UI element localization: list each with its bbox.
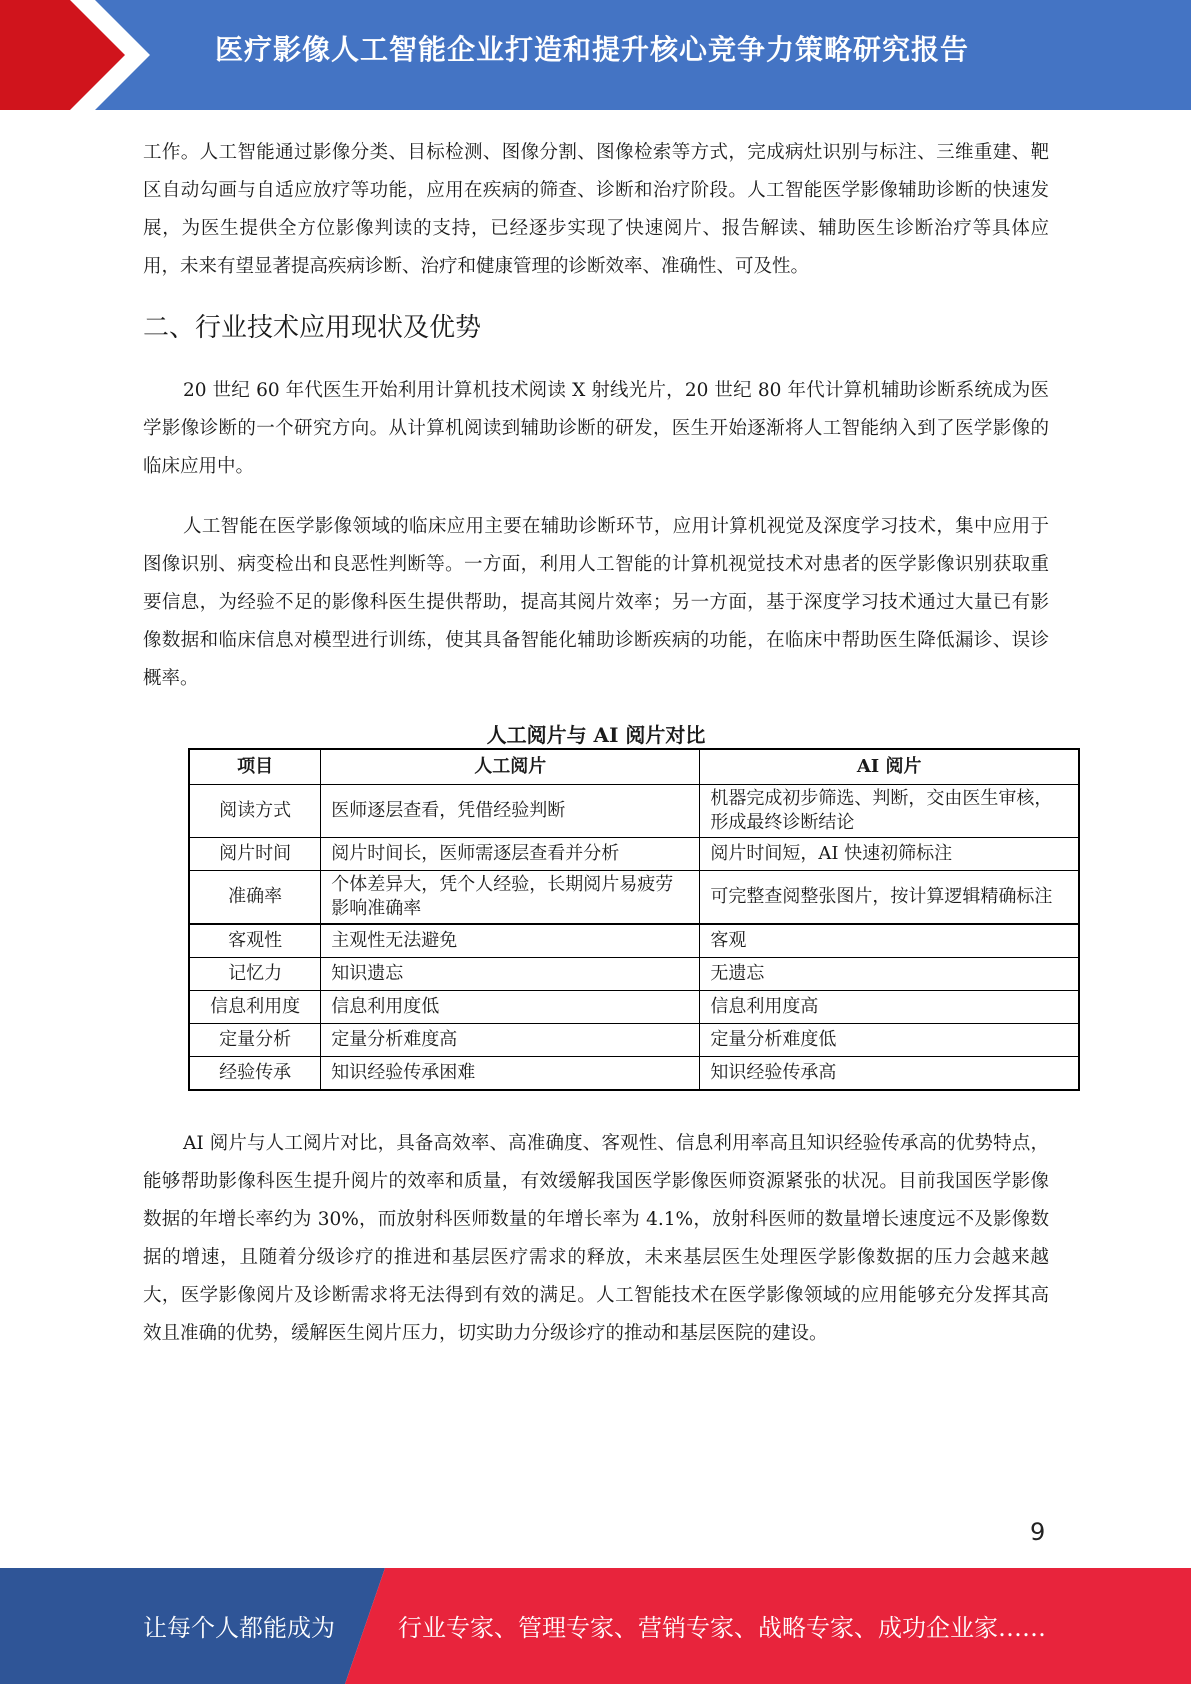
footer-slogan-right: 行业专家、管理专家、营销专家、战略专家、成功企业家…… <box>398 1614 1046 1642</box>
table-cell-ai: 阅片时间短，AI 快速初筛标注 <box>700 838 1079 871</box>
footer-slogan-left: 让每个人都能成为 <box>143 1614 335 1642</box>
table-cell-ai: 信息利用度高 <box>700 991 1079 1024</box>
table-caption: 人工阅片与 AI 阅片对比 <box>486 723 706 747</box>
table-cell-manual: 阅片时间长，医师需逐层查看并分析 <box>321 838 700 871</box>
page-number: 9 <box>1030 1518 1046 1546</box>
table-cell-item: 准确率 <box>189 871 321 925</box>
table-row <box>189 838 1079 871</box>
document-title: 医疗影像人工智能企业打造和提升核心竞争力策略研究报告 <box>215 33 970 66</box>
paragraph-history: 20 世纪 60 年代医生开始利用计算机技术阅读 X 射线光片，20 世纪 80 年代计算机辅助诊断系统成为医学影像诊断的一个研究方向。从计算机阅读到辅助诊断的研发，医生开始逐渐将人工智能纳入到了医学影像的临床应用中。 <box>143 380 1049 477</box>
table-cell-manual: 知识遗忘 <box>321 958 700 991</box>
table-cell-item: 经验传承 <box>189 1057 321 1091</box>
table-cell-ai: 机器完成初步筛选、判断，交由医生审核，形成最终诊断结论 <box>700 785 1079 838</box>
table-cell-ai: 可完整查阅整张图片，按计算逻辑精确标注 <box>700 871 1079 925</box>
paragraph-ai-advantages: AI 阅片与人工阅片对比，具备高效率、高准确度、客观性、信息利用率高且知识经验传承高的优势特点，能够帮助影像科医生提升阅片的效率和质量，有效缓解我国医学影像医师资源紧张的状况。目前我国医学影像数据的年增长率约为 30%，而放射科医师数量的年增长率为 4.1%，放射科医师的数量增长速度远不及影像数据的增速，且随着分级诊疗的推进和基层医疗需求的释放，未来基层医生处理医学影像数据的压力会越来越大，医学影像阅片及诊断需求将无法得到有效的满足。人工智能技术在医学影像领域的应用能够充分发挥其高效且准确的优势，缓解医生阅片压力，切实助力分级诊疗的推动和基层医院的建设。 <box>143 1133 1049 1344</box>
table-cell-item: 阅片时间 <box>189 838 321 871</box>
table-cell-ai: 无遗忘 <box>700 958 1079 991</box>
table-row <box>189 958 1079 991</box>
table-cell-ai: 知识经验传承高 <box>700 1057 1079 1091</box>
table-header-row <box>189 749 1079 785</box>
table-cell-manual: 定量分析难度高 <box>321 1024 700 1057</box>
table-cell-manual: 信息利用度低 <box>321 991 700 1024</box>
table-row <box>189 1024 1079 1057</box>
table-cell-item: 定量分析 <box>189 1024 321 1057</box>
table-cell-item: 客观性 <box>189 924 321 958</box>
table-row <box>189 924 1079 958</box>
table-cell-item: 信息利用度 <box>189 991 321 1024</box>
table-cell-item: 记忆力 <box>189 958 321 991</box>
table-cell-item: 阅读方式 <box>189 785 321 838</box>
page-header <box>0 0 1191 110</box>
header-chevron-decoration <box>0 0 160 110</box>
comparison-table-block <box>143 722 1053 1091</box>
table-cell-manual: 个体差异大，凭个人经验，长期阅片易疲劳影响准确率 <box>321 871 700 925</box>
table-row <box>189 991 1079 1024</box>
section-heading: 二、行业技术应用现状及优势 <box>143 313 482 343</box>
comparison-table <box>188 748 1080 1091</box>
table-cell-manual: 主观性无法避免 <box>321 924 700 958</box>
page-content <box>143 134 1053 1353</box>
table-cell-ai: 客观 <box>700 924 1079 958</box>
table-cell-ai: 定量分析难度低 <box>700 1024 1079 1057</box>
paragraph-clinical-application: 人工智能在医学影像领域的临床应用主要在辅助诊断环节，应用计算机视觉及深度学习技术，集中应用于图像识别、病变检出和良恶性判断等。一方面，利用人工智能的计算机视觉技术对患者的医学影像识别获取重要信息，为经验不足的影像科医生提供帮助，提高其阅片效率；另一方面，基于深度学习技术通过大量已有影像数据和临床信息对模型进行训练，使其具备智能化辅助诊断疾病的功能，在临床中帮助医生降低漏诊、误诊概率。 <box>143 516 1049 689</box>
table-cell-manual: 医师逐层查看，凭借经验判断 <box>321 785 700 838</box>
table-header-cell: AI 阅片 <box>700 749 1079 785</box>
table-header-cell: 人工阅片 <box>321 749 700 785</box>
table-row <box>189 871 1079 925</box>
table-row <box>189 785 1079 838</box>
table-header-cell: 项目 <box>189 749 321 785</box>
table-row <box>189 1057 1079 1091</box>
table-cell-manual: 知识经验传承困难 <box>321 1057 700 1091</box>
page-footer <box>0 1568 1191 1684</box>
paragraph-intro-continued: 工作。人工智能通过影像分类、目标检测、图像分割、图像检索等方式，完成病灶识别与标注、三维重建、靶区自动勾画与自适应放疗等功能，应用在疾病的筛查、诊断和治疗阶段。人工智能医学影像辅助诊断的快速发展，为医生提供全方位影像判读的支持，已经逐步实现了快速阅片、报告解读、辅助医生诊断治疗等具体应用，未来有望显著提高疾病诊断、治疗和健康管理的诊断效率、准确性、可及性。 <box>143 142 1049 277</box>
